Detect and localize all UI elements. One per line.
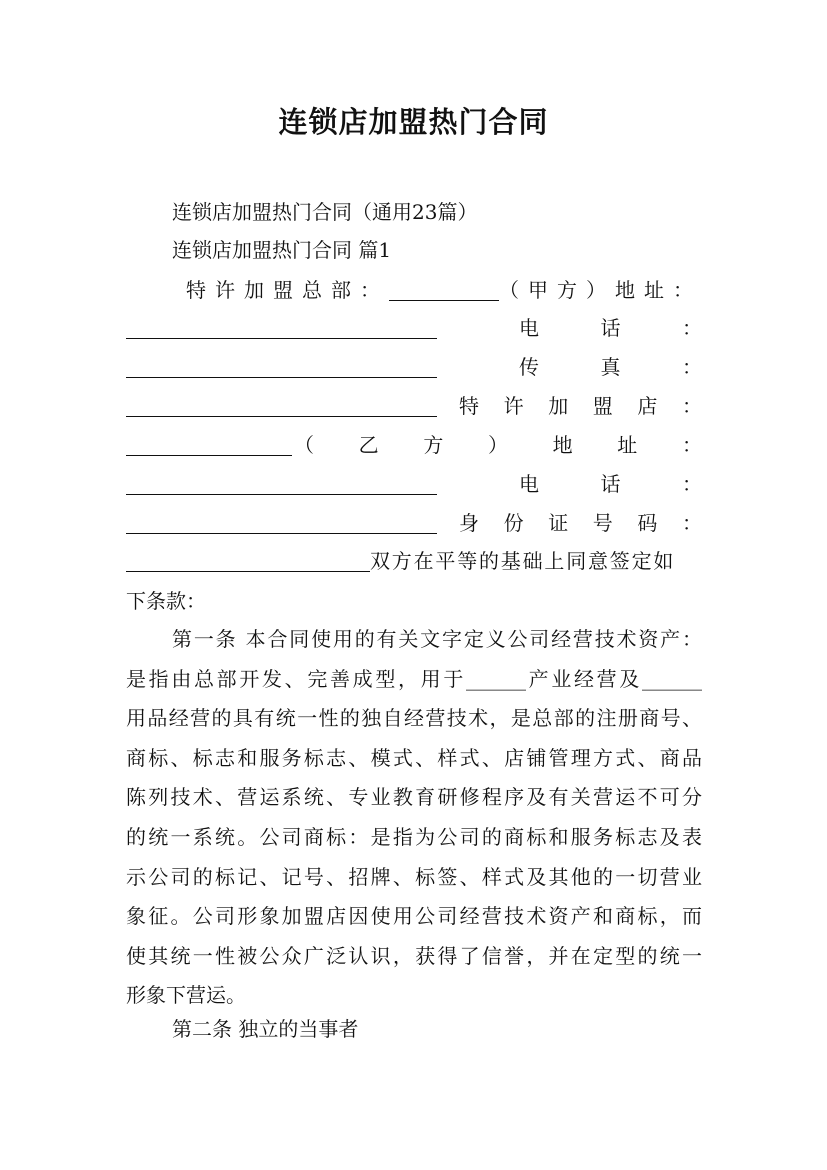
article-1-line: 是指由总部开发、完善成型，用于______产业经营及______ xyxy=(126,666,702,691)
article-1-last-line: 形象下营运。 xyxy=(126,983,246,1008)
field-blank xyxy=(126,435,292,456)
field-blank xyxy=(126,357,437,378)
hq-line xyxy=(186,277,702,303)
field-label: 电 话 ： xyxy=(519,472,702,496)
hq-label: 特许加盟总部： xyxy=(186,278,389,302)
article-1-line: 示公司的标记、记号、招牌、标签、样式及其他的一切营业 xyxy=(126,864,702,889)
field-label: 身 份 证 号 码 ： xyxy=(459,511,702,535)
field-party-b-address xyxy=(126,432,702,458)
agreement-text: 双方在平等的基础上同意签定如 xyxy=(370,549,676,573)
article-1 xyxy=(126,620,702,1016)
field-label: （ 乙 方 ） 地 址 ： xyxy=(294,433,702,457)
field-blank xyxy=(126,396,437,417)
document-subtitle: 连锁店加盟热门合同（通用23篇） xyxy=(172,200,478,224)
article-1-line: 的统一系统。公司商标：是指为公司的商标和服务标志及表 xyxy=(126,824,702,849)
field-label: 特 许 加 盟 店 ： xyxy=(459,394,702,418)
article-1-line: 使其统一性被公众广泛认识，获得了信誉，并在定型的统一 xyxy=(126,943,702,968)
field-phone-b xyxy=(126,471,702,497)
section-heading: 连锁店加盟热门合同 篇1 xyxy=(172,238,392,262)
article-1-line: 第一条 本合同使用的有关文字定义公司经营技术资产： xyxy=(172,627,702,651)
field-id-number xyxy=(126,510,702,536)
article-1-line: 陈列技术、营运系统、专业教育研修程序及有关营运不可分 xyxy=(126,785,702,810)
field-blank xyxy=(126,513,437,534)
page-title: 连锁店加盟热门合同 xyxy=(278,105,549,139)
article-1-line: 用品经营的具有统一性的独自经营技术，是总部的注册商号、 xyxy=(126,706,702,731)
field-phone-a xyxy=(126,315,702,341)
article-1-line: 象征。公司形象加盟店因使用公司经营技术资产和商标，而 xyxy=(126,904,702,929)
hq-blank xyxy=(389,280,499,301)
field-fax xyxy=(126,354,702,380)
article-2-heading: 第二条 独立的当事者 xyxy=(172,1017,359,1041)
agreement-end: 下条款： xyxy=(126,589,206,613)
field-label: 传 真 ： xyxy=(519,355,702,379)
agreement-line xyxy=(126,548,702,574)
field-blank xyxy=(126,318,437,339)
hq-address-label: （甲方）地址： xyxy=(499,278,702,302)
field-blank xyxy=(126,551,370,572)
field-franchise-store xyxy=(126,393,702,419)
field-blank xyxy=(126,474,437,495)
field-label: 电 话 ： xyxy=(519,316,702,340)
article-1-line: 商标、标志和服务标志、模式、样式、店铺管理方式、商品 xyxy=(126,745,702,770)
